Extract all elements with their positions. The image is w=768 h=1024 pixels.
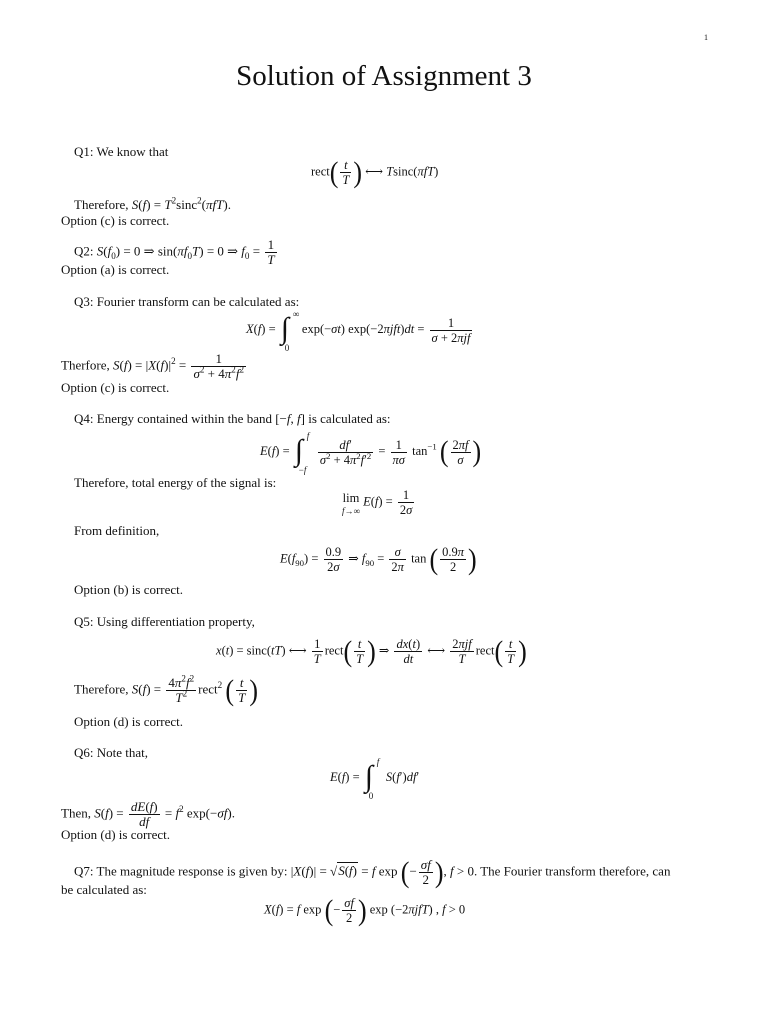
q3-therefore: Therfore, — [61, 357, 110, 373]
q2-option: Option (a) is correct. — [61, 262, 170, 277]
q4-energy-equation: E(f) = ∫ f −f $\frac{df'}{\sigma^2 + 4\pi^2f'^2}$ = $\frac{1}{\pi\sigma}$ $\tan^{-1}$ ( $\frac{2\pi f}{\sigma}$ ) — [260, 431, 482, 475]
q4-limit-equation: lim f→∞ E(f) = $\frac{1}{2\sigma}$ — [342, 488, 413, 517]
q3-equation: X(f) = ∫ ∞ 0 exp(−σt) exp(−2πjft)dt = 1 σ + 2πjf — [246, 309, 471, 353]
q2-label: Q2: — [74, 243, 94, 259]
q1-equation: rect( $\frac{t}{T}$ ) ⟷ Tsinc(πfT) — [311, 155, 439, 189]
q1-therefore: Therefore, — [74, 197, 129, 212]
q4-intro: Q4: Energy contained within the band — [74, 411, 272, 426]
q5-equation: x(t) = sinc(tT) ⟷ $\frac{1}{T}$ rect( $\frac{t}{T}$ ) ⇒ $\frac{dx(t)}{dt}$ ⟷ 2πjf T rect( $\frac{t}{T}$ ) — [216, 634, 527, 668]
q5-intro: Q5: Using differentiation property, — [74, 614, 255, 629]
q3-intro: Q3: Fourier transform can be calculated as: — [74, 294, 300, 309]
q6-result: Then, S(f) = $\frac{dE(f)}{df}$ = $f^2$ exp(−σf). — [61, 799, 235, 829]
q5-therefore: Therefore, — [74, 681, 129, 697]
q4-intro-line: Q4: Energy contained within the band [−f, f] is calculated as: — [74, 411, 391, 426]
q7-intro-line: Q7: The magnitude response is given by: |X(f)| = √S(f) = f exp (− $\frac{\sigma f}{2}$ ), f > 0. The Fourier transform therefore, can — [74, 855, 671, 889]
q7-intro: Q7: The magnitude response is given by: — [74, 863, 288, 879]
q7-tail: . The Fourier transform therefore, can — [473, 863, 671, 879]
q5-result: Therefore, S(f) = $\frac{4\pi^2f^2}{T^2}$ rect$^2$ ( $\frac{t}{T}$ ) — [74, 673, 258, 707]
q6-option: Option (d) is correct. — [61, 827, 171, 842]
q3-option: Option (c) is correct. — [61, 380, 170, 395]
page-number: 1 — [704, 33, 708, 42]
q1-option: Option (c) is correct. — [61, 213, 170, 228]
q4-definition: From definition, — [74, 523, 160, 538]
q2-equation: Q2: $S(f_0) = 0$ ⇒ $\sin(\pi f_0T) = 0$ ⇒ $f_0$ = $\frac{1}{T}$ — [74, 237, 275, 267]
document-title: Solution of Assignment 3 — [236, 60, 532, 92]
q6-then: Then, — [61, 805, 91, 821]
q4-f90-equation: $E(f_{90})$ = $\frac{0.9}{2\sigma}$ ⇒ $f_{90}$ = $\frac{\sigma}{2\pi}$ tan ( $\frac{0.9\pi}{2}$ ) — [280, 542, 477, 576]
q6-intro: Q6: Note that, — [74, 745, 149, 760]
q6-equation: E(f) = ∫ f 0 S(f′)df′ — [330, 757, 420, 801]
q5-option: Option (d) is correct. — [74, 714, 184, 729]
q7-equation: X(f) = f exp (− $\frac{\sigma f}{2}$ ) exp (−2πjfT) , f > 0 — [264, 893, 466, 927]
q7-line2: be calculated as: — [61, 882, 147, 897]
q3-result: Therfore, $S(f) = |X(f)|^2$ = $\frac{1}{\sigma^2 + 4\pi^2f^2}$ — [61, 351, 244, 381]
q1-result: Therefore, $S(f) = T^2\sin c^2(\pi fT)$. — [74, 195, 231, 212]
q1-intro: Q1: We know that — [74, 144, 169, 159]
q4-total-text: Therefore, total energy of the signal is: — [74, 475, 277, 490]
q4-intro-tail: is calculated as: — [308, 411, 391, 426]
q4-option: Option (b) is correct. — [74, 582, 184, 597]
